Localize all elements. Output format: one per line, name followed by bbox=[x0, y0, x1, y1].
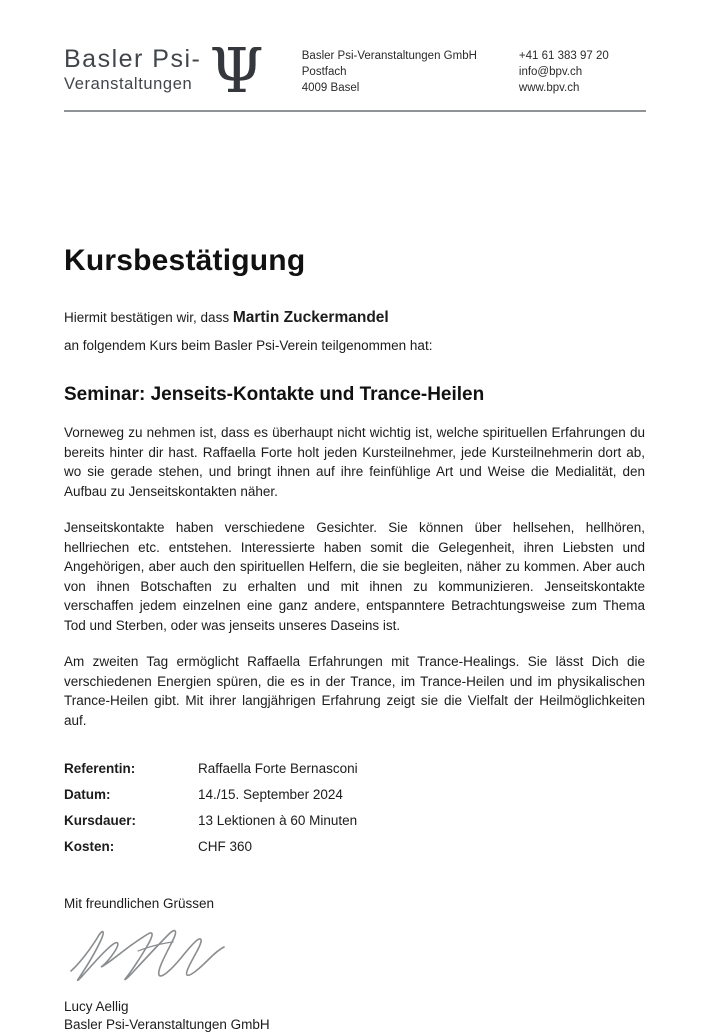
document-title: Kursbestätigung bbox=[64, 244, 306, 277]
letter-body bbox=[64, 244, 645, 1034]
signer-company: Basler Psi-Veranstaltungen GmbH bbox=[64, 1017, 270, 1032]
seminar-title: Seminar: Jenseits-Kontakte und Trance-Heilen bbox=[64, 384, 485, 405]
seminar-description-paragraph: Jenseitskontakte haben verschiedene Gesichter. Sie können über hellsehen, hellhören, hellriechen etc. entstehen. Interessierte haben somit die Gelegenheit, ihren Liebsten und Angehörigen, aber auch den spirituellen Helfern, die sie begleiten, näher zu kommen. Aber auch von ihnen Botschaften zu erhalten und mit ihnen zu kommunizieren. Jenseitskontakte verschaffen jedem einzelnen eine ganz andere, entspanntere Betrachtungsweise zum Thema Tod und Sterben, oder was jenseits unseres Daseins ist. bbox=[64, 520, 645, 633]
seminar-description-paragraph: Am zweiten Tag ermöglicht Raffaella Erfahrungen mit Trance-Healings. Sie lässt Dich die verschiedenen Energien spüren, die es in der Trance, im Trance-Heilen und im physikalischen Trance-Heilen gibt. Mit ihrer langjährigen Erfahrung zeigt sie die Vielfalt der Heilmöglichkeiten auf. bbox=[64, 654, 645, 728]
company-website: www.bpv.ch bbox=[518, 82, 580, 94]
course-details-table bbox=[64, 756, 645, 860]
detail-label: Kosten: bbox=[64, 839, 115, 854]
detail-row-kosten bbox=[64, 834, 645, 860]
company-contact-block bbox=[519, 48, 609, 96]
seminar-description-paragraph: Vorneweg zu nehmen ist, dass es überhaupt nicht wichtig ist, welche spirituellen Erfahrungen du bereits hinter dir hast. Raffaella Forte holt jeden Kursteilnehmer, jede Kursteilnehmerin dort ab, wo sie gerade stehen, und bringt ihnen auf ihre feinfühlige Art und Weise die Medialität, den Aufbau zu Jenseitskontakten näher. bbox=[64, 425, 645, 499]
logo-line1: Basler Psi- bbox=[64, 45, 202, 73]
detail-label: Datum: bbox=[64, 787, 111, 802]
detail-row-datum bbox=[64, 782, 645, 808]
company-address-line1: Postfach bbox=[301, 66, 347, 78]
company-name: Basler Psi-Veranstaltungen GmbH bbox=[301, 50, 477, 62]
logo-line2: Veranstaltungen bbox=[64, 75, 193, 93]
company-email: info@bpv.ch bbox=[518, 66, 583, 78]
signer-name: Lucy Aellig bbox=[64, 999, 129, 1014]
intro-line1 bbox=[64, 304, 645, 332]
company-logo bbox=[64, 34, 264, 107]
handwritten-signature bbox=[68, 921, 645, 992]
participant-name: Martin Zuckermandel bbox=[232, 309, 389, 326]
company-address-block bbox=[302, 48, 477, 96]
intro-line2: an folgendem Kurs beim Basler Psi-Verein teilgenommen hat: bbox=[64, 338, 433, 353]
detail-value: CHF 360 bbox=[198, 839, 253, 854]
letterhead-divider bbox=[64, 110, 646, 112]
psi-symbol-icon: Ψ bbox=[209, 34, 264, 107]
detail-label: Referentin: bbox=[64, 761, 136, 776]
company-phone: +41 61 383 97 20 bbox=[518, 50, 609, 62]
signature-block bbox=[64, 998, 645, 1034]
closing-salutation: Mit freundlichen Grüssen bbox=[64, 896, 215, 911]
detail-value: 13 Lektionen à 60 Minuten bbox=[198, 813, 358, 828]
intro-text bbox=[64, 304, 645, 360]
detail-row-referentin bbox=[64, 756, 645, 782]
detail-label: Kursdauer: bbox=[64, 813, 137, 828]
detail-value: 14./15. September 2024 bbox=[198, 787, 343, 802]
detail-value: Raffaella Forte Bernasconi bbox=[198, 761, 358, 776]
logo-wordmark bbox=[64, 45, 201, 95]
letterhead bbox=[64, 34, 646, 107]
detail-row-kursdauer bbox=[64, 808, 645, 834]
intro-prefix: Hiermit bestätigen wir, dass bbox=[64, 310, 233, 325]
signature-scribble-icon bbox=[68, 921, 228, 987]
company-address-line2: 4009 Basel bbox=[301, 82, 360, 94]
